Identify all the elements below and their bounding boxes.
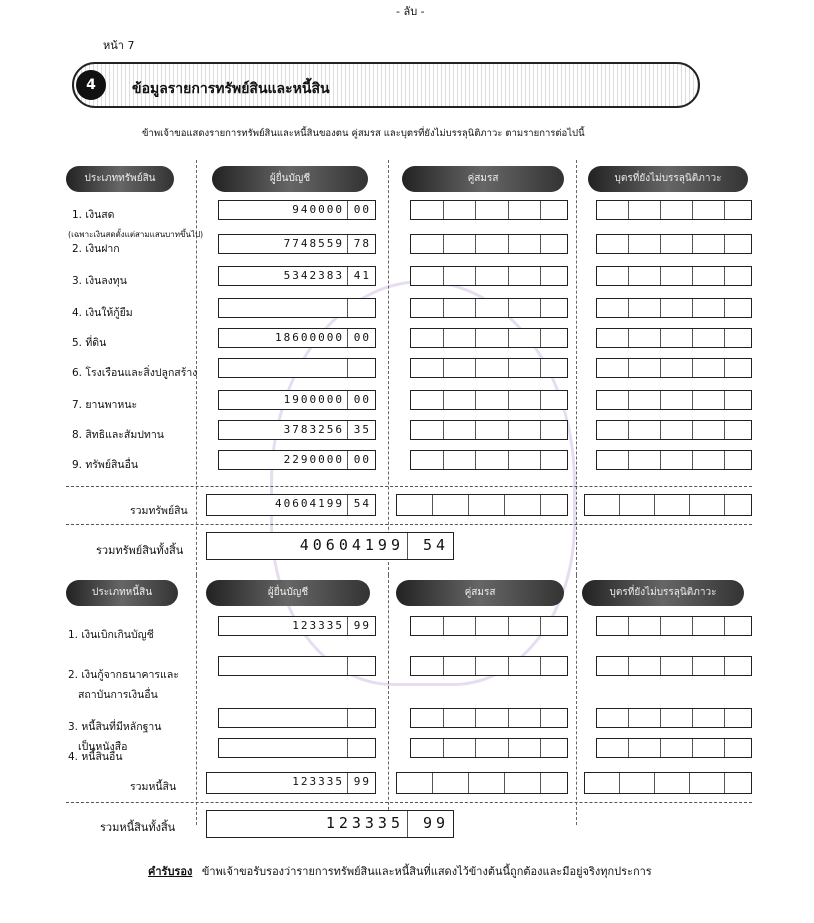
certification-text: ข้าพเจ้าขอรับรองว่ารายการทรัพย์สินและหนี้สินที่แสดงไว้ข้างต้นนี้ถูกต้องและมีอยู่จริงทุกประการ (201, 865, 652, 878)
asset-spouse-amount-6-cell (541, 359, 567, 377)
asset-owner-amount-5-satang: 00 (353, 331, 371, 344)
asset-total-child-cell (690, 495, 725, 515)
asset-child-amount-3-cell (661, 267, 693, 285)
asset-spouse-amount-2[interactable] (410, 234, 568, 254)
asset-owner-amount-1[interactable] (218, 200, 376, 220)
asset-spouse-amount-5-cell (444, 329, 477, 347)
asset-child-amount-8-cell (661, 421, 693, 439)
asset-label-7: 7. ยานพาหนะ (72, 399, 138, 411)
liability-child-amount-1-cell (661, 617, 693, 635)
asset-child-amount-9-cell (725, 451, 751, 469)
asset-child-amount-9[interactable] (596, 450, 752, 470)
liability-total-child-cell (690, 773, 725, 793)
asset-spouse-amount-2-cell (476, 235, 509, 253)
asset-child-amount-4-cell (661, 299, 693, 317)
asset-spouse-amount-4[interactable] (410, 298, 568, 318)
asset-owner-amount-9[interactable] (218, 450, 376, 470)
asset-child-amount-1[interactable] (596, 200, 752, 220)
asset-spouse-amount-7[interactable] (410, 390, 568, 410)
asset-label-5: 5. ที่ดิน (72, 337, 107, 349)
asset-grand-total-baht: 40604199 (207, 533, 408, 559)
asset-header-3: บุตรที่ยังไม่บรรลุนิติภาวะ (588, 166, 748, 192)
liability-total-child[interactable] (584, 772, 752, 794)
liability-owner-amount-3-baht (219, 709, 348, 727)
liability-spouse-amount-1-cell (541, 617, 567, 635)
asset-spouse-amount-8-cell (476, 421, 509, 439)
liability-child-amount-3-cell (629, 709, 661, 727)
classification-mark: - ลับ - (396, 5, 425, 18)
liability-total-child-cell (725, 773, 751, 793)
asset-owner-amount-4-satang (348, 299, 374, 317)
liability-spouse-amount-1-cell (444, 617, 477, 635)
asset-spouse-amount-7-cell (476, 391, 509, 409)
asset-total-owner-satang: 54 (353, 497, 371, 510)
liability-total-spouse-cell (541, 773, 567, 793)
liability-spouse-amount-3[interactable] (410, 708, 568, 728)
asset-label-9: 9. ทรัพย์สินอื่น (72, 459, 139, 471)
asset-note-1: (เฉพาะเงินสดตั้งแต่สามแสนบาทขึ้นไป) (68, 230, 204, 239)
asset-owner-amount-8[interactable] (218, 420, 376, 440)
asset-header-1: ผู้ยื่นบัญชี (212, 166, 368, 192)
asset-child-amount-8[interactable] (596, 420, 752, 440)
asset-spouse-amount-3-cell (411, 267, 444, 285)
liability-owner-amount-4[interactable] (218, 738, 376, 758)
asset-child-amount-3-cell (693, 267, 725, 285)
asset-spouse-amount-8[interactable] (410, 420, 568, 440)
liability-child-amount-2-cell (661, 657, 693, 675)
liability-owner-amount-1-satang: 99 (353, 619, 371, 632)
asset-spouse-amount-6-cell (509, 359, 542, 377)
liability-grand-divider (66, 802, 752, 803)
asset-child-amount-5-cell (725, 329, 751, 347)
asset-spouse-amount-8-cell (541, 421, 567, 439)
asset-child-amount-6-cell (597, 359, 629, 377)
asset-spouse-amount-4-cell (509, 299, 542, 317)
asset-child-amount-9-cell (661, 451, 693, 469)
asset-total-spouse-cell (469, 495, 505, 515)
asset-owner-amount-6-satang (348, 359, 374, 377)
liability-spouse-amount-4-cell (411, 739, 444, 757)
asset-spouse-amount-3-cell (541, 267, 567, 285)
asset-child-amount-4-cell (629, 299, 661, 317)
liability-label-2: 2. เงินกู้จากธนาคารและ (68, 669, 179, 681)
asset-total-child-cell (655, 495, 690, 515)
asset-spouse-amount-3-cell (509, 267, 542, 285)
asset-child-amount-4-cell (725, 299, 751, 317)
intro-text: ข้าพเจ้าขอแสดงรายการทรัพย์สินและหนี้สินของตน คู่สมรส และบุตรที่ยังไม่บรรลุนิติภาวะ ตามรายการต่อไปนี้ (142, 128, 585, 139)
asset-spouse-amount-1-cell (476, 201, 509, 219)
asset-child-amount-1-cell (725, 201, 751, 219)
asset-spouse-amount-5[interactable] (410, 328, 568, 348)
liability-child-amount-4-cell (629, 739, 661, 757)
asset-child-amount-8-cell (725, 421, 751, 439)
asset-total-spouse[interactable] (396, 494, 568, 516)
asset-label-8: 8. สิทธิและสัมปทาน (72, 429, 164, 441)
liability-spouse-amount-1-cell (411, 617, 444, 635)
asset-spouse-amount-6-cell (476, 359, 509, 377)
liability-grand-total-baht: 123335 (207, 811, 408, 837)
asset-child-amount-9-cell (629, 451, 661, 469)
asset-child-amount-4-cell (693, 299, 725, 317)
asset-owner-amount-1-satang: 00 (353, 203, 371, 216)
asset-child-amount-7-cell (597, 391, 629, 409)
asset-spouse-amount-9[interactable] (410, 450, 568, 470)
asset-spouse-amount-6[interactable] (410, 358, 568, 378)
liability-header-1: ผู้ยื่นบัญชี (206, 580, 370, 606)
asset-owner-amount-7-satang: 00 (353, 393, 371, 406)
asset-spouse-amount-4-cell (411, 299, 444, 317)
asset-owner-amount-2[interactable] (218, 234, 376, 254)
asset-spouse-amount-3[interactable] (410, 266, 568, 286)
liability-child-amount-2[interactable] (596, 656, 752, 676)
asset-spouse-amount-1-cell (509, 201, 542, 219)
asset-owner-amount-6-baht (219, 359, 348, 377)
liability-child-amount-2-cell (629, 657, 661, 675)
asset-spouse-amount-7-cell (411, 391, 444, 409)
asset-child-amount-5-cell (597, 329, 629, 347)
asset-child-amount-5-cell (693, 329, 725, 347)
asset-child-amount-3-cell (629, 267, 661, 285)
section-title: ข้อมูลรายการทรัพย์สินและหนี้สิน (132, 81, 330, 97)
asset-total-child-cell (725, 495, 751, 515)
asset-spouse-amount-9-cell (444, 451, 477, 469)
column-divider (388, 575, 389, 825)
asset-child-amount-1-cell (629, 201, 661, 219)
asset-owner-amount-2-baht: 7748559 (219, 235, 348, 253)
asset-spouse-amount-5-cell (476, 329, 509, 347)
asset-label-2: 2. เงินฝาก (72, 243, 120, 255)
liability-child-amount-3[interactable] (596, 708, 752, 728)
asset-child-amount-8-cell (693, 421, 725, 439)
liability-child-amount-3-cell (661, 709, 693, 727)
liability-owner-amount-2[interactable] (218, 656, 376, 676)
liability-spouse-amount-2-cell (476, 657, 509, 675)
liability-child-amount-1[interactable] (596, 616, 752, 636)
asset-child-amount-8-cell (629, 421, 661, 439)
asset-child-amount-9-cell (693, 451, 725, 469)
asset-label-6: 6. โรงเรือนและสิ่งปลูกสร้าง (72, 367, 198, 379)
asset-spouse-amount-9-cell (541, 451, 567, 469)
asset-total-spouse-cell (397, 495, 433, 515)
liability-total-child-cell (655, 773, 690, 793)
liability-total-owner[interactable] (206, 772, 376, 794)
asset-spouse-amount-2-cell (411, 235, 444, 253)
asset-spouse-amount-1[interactable] (410, 200, 568, 220)
liability-spouse-amount-4-cell (476, 739, 509, 757)
asset-owner-amount-4[interactable] (218, 298, 376, 318)
liability-label-1: 1. เงินเบิกเกินบัญชี (68, 629, 154, 641)
liability-owner-amount-1-baht: 123335 (219, 617, 348, 635)
asset-spouse-amount-9-cell (411, 451, 444, 469)
asset-total-child-cell (585, 495, 620, 515)
asset-child-amount-3-cell (725, 267, 751, 285)
liability-spouse-amount-3-cell (541, 709, 567, 727)
asset-child-amount-4-cell (597, 299, 629, 317)
asset-total-label: รวมทรัพย์สิน (130, 505, 188, 517)
liability-owner-amount-2-satang (348, 657, 374, 675)
liability-child-amount-1-cell (629, 617, 661, 635)
asset-child-amount-1-cell (597, 201, 629, 219)
asset-total-child[interactable] (584, 494, 752, 516)
liability-spouse-amount-3-cell (509, 709, 542, 727)
liability-spouse-amount-2-cell (444, 657, 477, 675)
liability-owner-amount-3-satang (348, 709, 374, 727)
liability-child-amount-3-cell (725, 709, 751, 727)
asset-spouse-amount-2-cell (541, 235, 567, 253)
asset-child-amount-3[interactable] (596, 266, 752, 286)
liability-label-3: 3. หนี้สินที่มีหลักฐาน (68, 721, 162, 733)
asset-owner-amount-9-satang: 00 (353, 453, 371, 466)
asset-child-amount-9-cell (597, 451, 629, 469)
liability-spouse-amount-1-cell (509, 617, 542, 635)
asset-spouse-amount-8-cell (509, 421, 542, 439)
asset-child-amount-5-cell (629, 329, 661, 347)
liability-spouse-amount-4-cell (444, 739, 477, 757)
asset-spouse-amount-7-cell (444, 391, 477, 409)
liability-owner-amount-4-baht (219, 739, 348, 757)
asset-child-amount-3-cell (597, 267, 629, 285)
asset-child-amount-2-cell (629, 235, 661, 253)
asset-child-amount-6-cell (725, 359, 751, 377)
asset-header-0: ประเภททรัพย์สิน (66, 166, 174, 192)
asset-total-owner-baht: 40604199 (207, 495, 348, 515)
liability-total-child-cell (620, 773, 655, 793)
liability-spouse-amount-2-cell (509, 657, 542, 675)
asset-child-amount-1-cell (693, 201, 725, 219)
liability-child-amount-2-cell (725, 657, 751, 675)
asset-child-amount-6-cell (693, 359, 725, 377)
asset-spouse-amount-4-cell (541, 299, 567, 317)
asset-spouse-amount-5-cell (411, 329, 444, 347)
asset-child-amount-6-cell (661, 359, 693, 377)
liability-header-3: บุตรที่ยังไม่บรรลุนิติภาวะ (582, 580, 744, 606)
asset-child-amount-6[interactable] (596, 358, 752, 378)
asset-owner-amount-7[interactable] (218, 390, 376, 410)
asset-spouse-amount-7-cell (509, 391, 542, 409)
liability-spouse-amount-2[interactable] (410, 656, 568, 676)
asset-spouse-amount-8-cell (411, 421, 444, 439)
asset-owner-amount-3-satang: 41 (353, 269, 371, 282)
liability-owner-amount-3[interactable] (218, 708, 376, 728)
liability-child-amount-1-cell (693, 617, 725, 635)
asset-spouse-amount-4-cell (444, 299, 477, 317)
liability-total-spouse-cell (469, 773, 505, 793)
certification (148, 862, 652, 880)
asset-child-amount-7-cell (629, 391, 661, 409)
liability-child-amount-1-cell (597, 617, 629, 635)
liability-header-0: ประเภทหนี้สิน (66, 580, 178, 606)
liability-spouse-amount-4-cell (541, 739, 567, 757)
asset-child-amount-7-cell (725, 391, 751, 409)
asset-spouse-amount-3-cell (476, 267, 509, 285)
liability-total-owner-satang: 99 (353, 775, 371, 788)
liability-total-owner-baht: 123335 (207, 773, 348, 793)
asset-spouse-amount-9-cell (476, 451, 509, 469)
column-divider (196, 575, 197, 825)
asset-spouse-amount-1-cell (444, 201, 477, 219)
liability-label2-2: สถาบันการเงินอื่น (78, 689, 158, 701)
liability-child-amount-2-cell (597, 657, 629, 675)
asset-owner-amount-5-baht: 18600000 (219, 329, 348, 347)
asset-spouse-amount-9-cell (509, 451, 542, 469)
liability-total-spouse-cell (505, 773, 541, 793)
asset-owner-amount-8-satang: 35 (353, 423, 371, 436)
liability-child-amount-1-cell (725, 617, 751, 635)
liability-total-child-cell (585, 773, 620, 793)
asset-total-spouse-cell (505, 495, 541, 515)
asset-label-4: 4. เงินให้กู้ยืม (72, 307, 133, 319)
asset-child-amount-7-cell (661, 391, 693, 409)
liability-child-amount-4[interactable] (596, 738, 752, 758)
asset-owner-amount-1-baht: 940000 (219, 201, 348, 219)
liability-header-2: คู่สมรส (396, 580, 564, 606)
asset-child-amount-8-cell (597, 421, 629, 439)
asset-total-owner[interactable] (206, 494, 376, 516)
liability-child-amount-2-cell (693, 657, 725, 675)
asset-owner-amount-9-baht: 2290000 (219, 451, 348, 469)
asset-owner-amount-8-baht: 3783256 (219, 421, 348, 439)
column-divider (576, 160, 577, 575)
liability-child-amount-4-cell (693, 739, 725, 757)
liability-spouse-amount-3-cell (476, 709, 509, 727)
liability-owner-amount-1[interactable] (218, 616, 376, 636)
asset-spouse-amount-2-cell (509, 235, 542, 253)
asset-spouse-amount-4-cell (476, 299, 509, 317)
asset-spouse-amount-2-cell (444, 235, 477, 253)
asset-child-amount-2-cell (693, 235, 725, 253)
asset-total-spouse-cell (433, 495, 469, 515)
asset-child-amount-1-cell (661, 201, 693, 219)
asset-header-2: คู่สมรส (402, 166, 564, 192)
liability-spouse-amount-1[interactable] (410, 616, 568, 636)
liability-child-amount-3-cell (693, 709, 725, 727)
asset-label-1: 1. เงินสด (72, 209, 115, 221)
certification-label: คำรับรอง (148, 865, 193, 878)
page-number: หน้า 7 (103, 39, 135, 52)
liability-spouse-amount-2-cell (541, 657, 567, 675)
liability-spouse-amount-4-cell (509, 739, 542, 757)
asset-child-amount-7[interactable] (596, 390, 752, 410)
liability-total-spouse-cell (397, 773, 433, 793)
liability-grand-total-label: รวมหนี้สินทั้งสิ้น (100, 821, 176, 834)
asset-spouse-amount-1-cell (411, 201, 444, 219)
liability-child-amount-4-cell (725, 739, 751, 757)
asset-spouse-amount-1-cell (541, 201, 567, 219)
asset-owner-amount-6[interactable] (218, 358, 376, 378)
liability-grand-total-satang: 99 (422, 814, 449, 832)
asset-grand-divider (66, 524, 752, 525)
liability-child-amount-4-cell (661, 739, 693, 757)
liability-owner-amount-2-baht (219, 657, 348, 675)
liability-label2-3: เป็นหนังสือ (78, 741, 128, 753)
liability-spouse-amount-4[interactable] (410, 738, 568, 758)
asset-label-3: 3. เงินลงทุน (72, 275, 127, 287)
asset-owner-amount-3[interactable] (218, 266, 376, 286)
asset-owner-amount-3-baht: 5342383 (219, 267, 348, 285)
asset-grand-total-satang: 54 (422, 536, 449, 554)
liability-child-amount-4-cell (597, 739, 629, 757)
asset-child-amount-5-cell (661, 329, 693, 347)
asset-child-amount-7-cell (693, 391, 725, 409)
liability-grand-total[interactable] (206, 810, 454, 838)
asset-child-amount-6-cell (629, 359, 661, 377)
liability-total-spouse-cell (433, 773, 469, 793)
asset-spouse-amount-7-cell (541, 391, 567, 409)
asset-spouse-amount-6-cell (411, 359, 444, 377)
section-number-badge: 4 (76, 70, 106, 100)
column-divider (388, 160, 389, 575)
liability-label-4: 4. หนี้สินอื่น (68, 751, 123, 763)
asset-child-amount-2[interactable] (596, 234, 752, 254)
liability-spouse-amount-1-cell (476, 617, 509, 635)
liability-child-amount-3-cell (597, 709, 629, 727)
asset-owner-amount-5[interactable] (218, 328, 376, 348)
asset-child-amount-2-cell (661, 235, 693, 253)
asset-owner-amount-2-satang: 78 (353, 237, 371, 250)
asset-owner-amount-4-baht (219, 299, 348, 317)
asset-owner-amount-7-baht: 1900000 (219, 391, 348, 409)
asset-child-amount-5[interactable] (596, 328, 752, 348)
liability-spouse-amount-2-cell (411, 657, 444, 675)
liability-total-label: รวมหนี้สิน (130, 781, 177, 793)
asset-spouse-amount-8-cell (444, 421, 477, 439)
asset-spouse-amount-6-cell (444, 359, 477, 377)
asset-spouse-amount-5-cell (509, 329, 542, 347)
liability-spouse-amount-3-cell (411, 709, 444, 727)
asset-grand-total[interactable] (206, 532, 454, 560)
asset-total-child-cell (620, 495, 655, 515)
asset-grand-total-label: รวมทรัพย์สินทั้งสิ้น (96, 544, 184, 557)
liability-total-spouse[interactable] (396, 772, 568, 794)
asset-child-amount-2-cell (725, 235, 751, 253)
asset-child-amount-2-cell (597, 235, 629, 253)
liability-spouse-amount-3-cell (444, 709, 477, 727)
liability-owner-amount-4-satang (348, 739, 374, 757)
asset-spouse-amount-3-cell (444, 267, 477, 285)
column-divider (576, 575, 577, 825)
asset-child-amount-4[interactable] (596, 298, 752, 318)
asset-total-spouse-cell (541, 495, 567, 515)
asset-spouse-amount-5-cell (541, 329, 567, 347)
asset-total-divider (66, 486, 752, 487)
